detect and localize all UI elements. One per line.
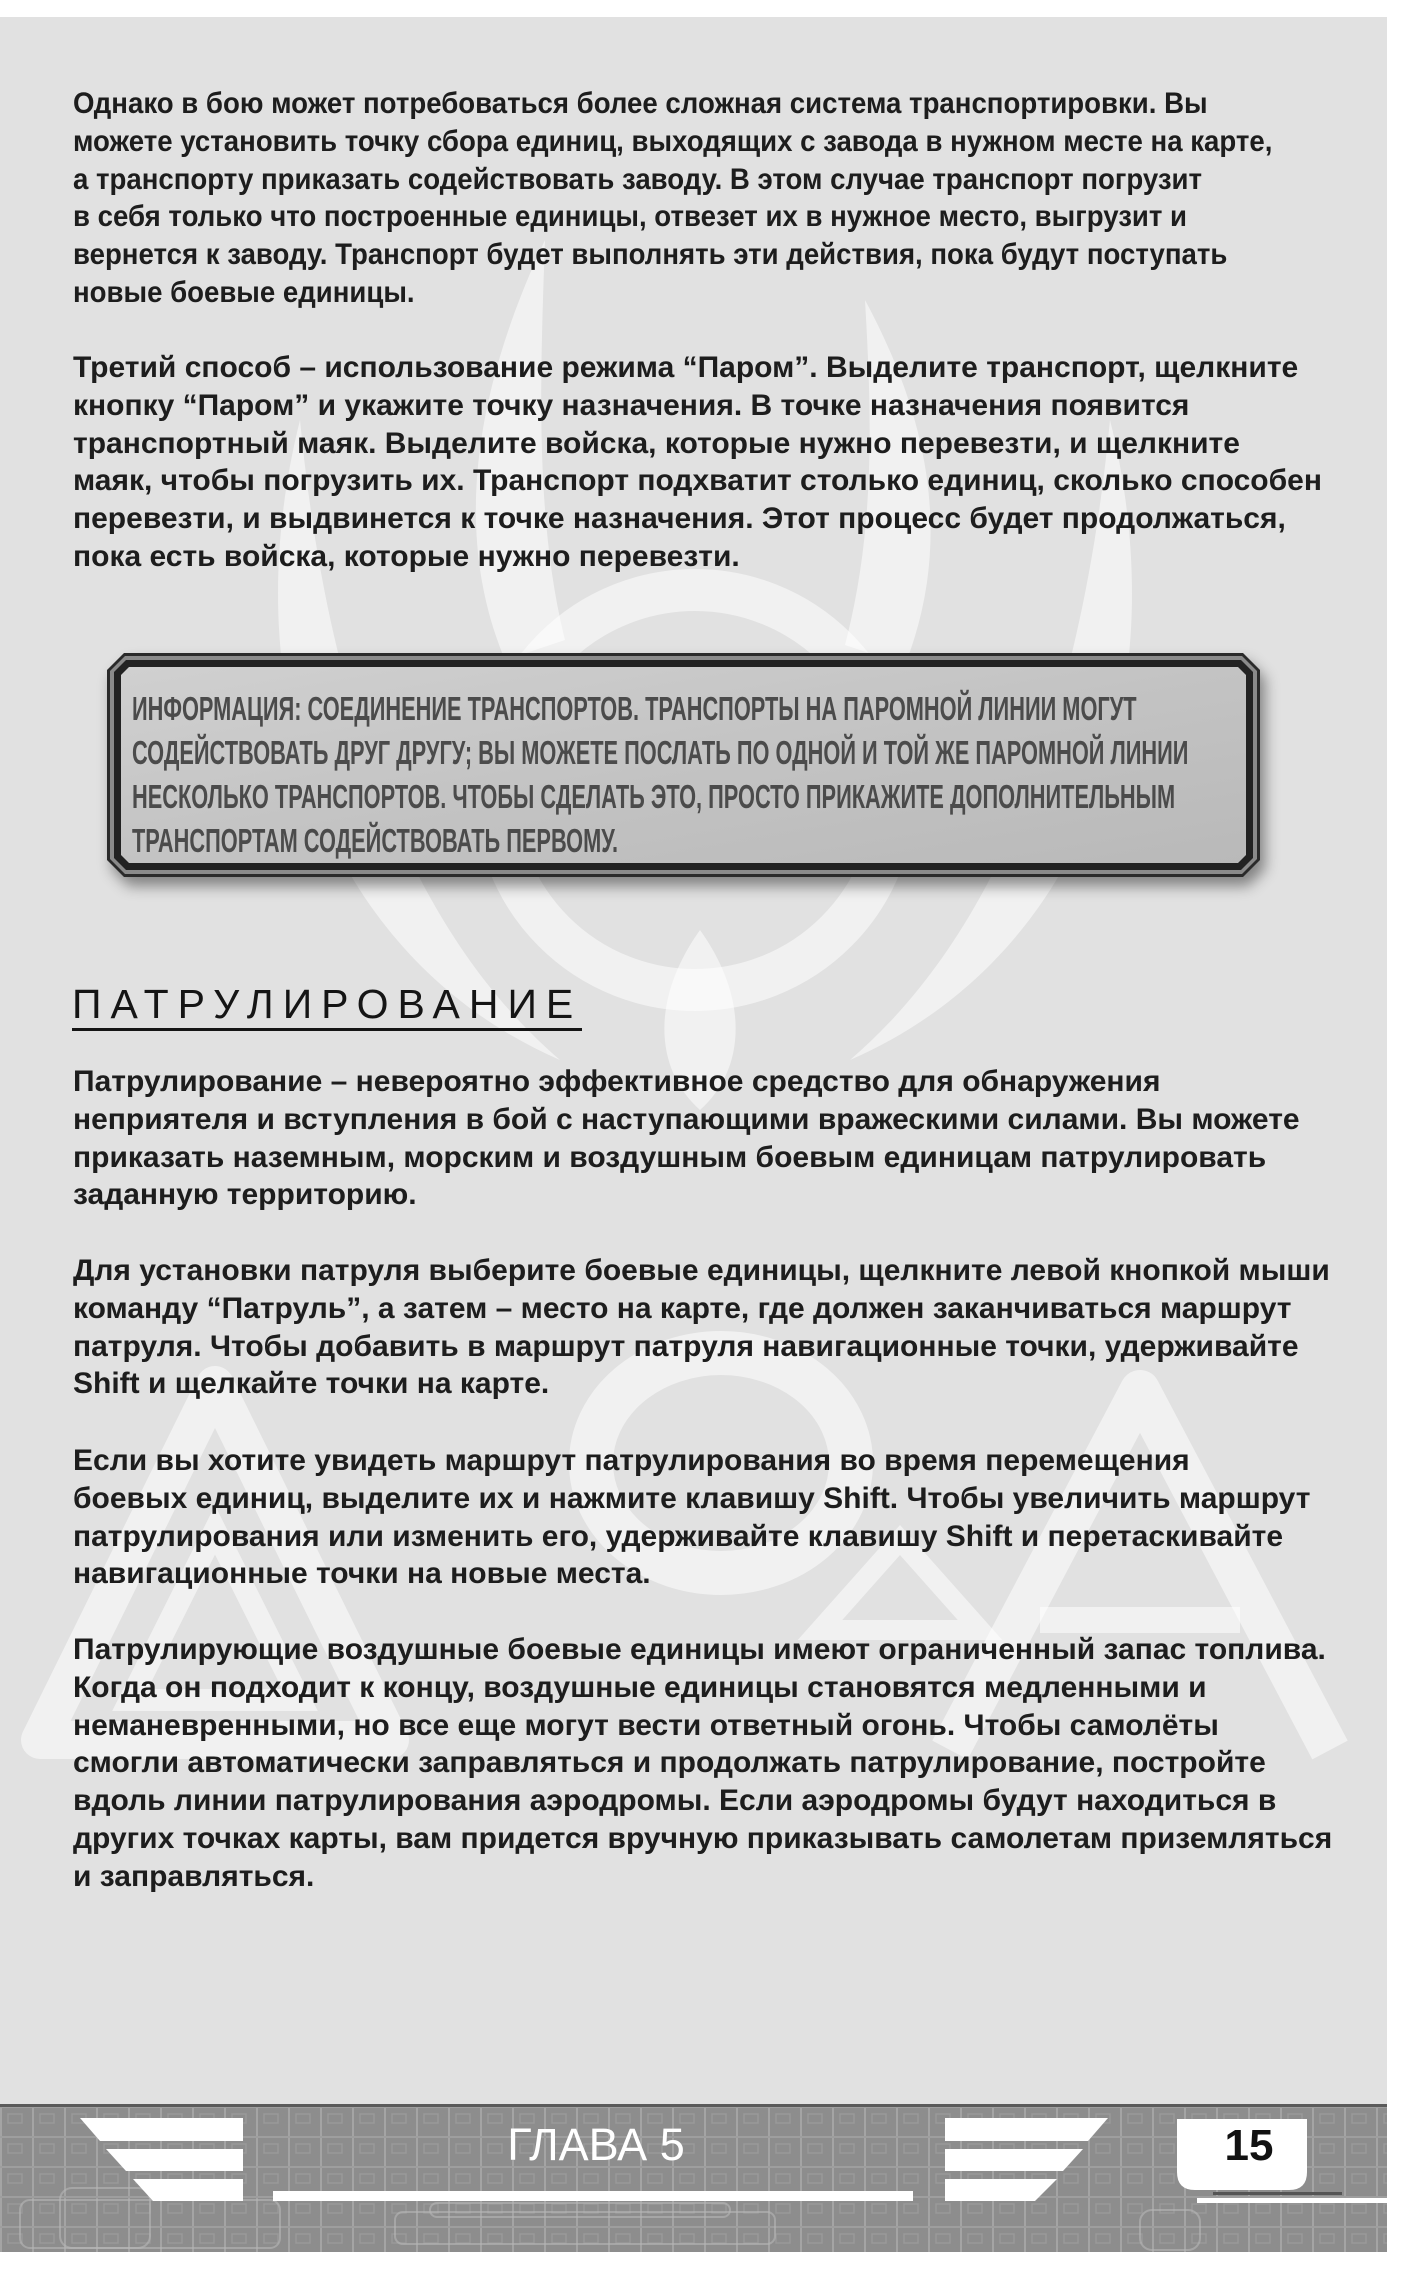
info-box-text [132, 687, 1410, 863]
text-line: неманевренными, но все еще могут вести ответный огонь. Чтобы самолёты [73, 1708, 1219, 1742]
text-line: Патрулирование – невероятно эффективное средство для обнаружения [73, 1065, 1161, 1098]
text-line: Однако в бою может потребоваться более сложная система транспортировки. Вы [73, 87, 1208, 120]
info-line: ТРАНСПОРТАМ СОДЕЙСТВОВАТЬ ПЕРВОМУ. [132, 821, 619, 859]
info-line: НЕСКОЛЬКО ТРАНСПОРТОВ. ЧТОБЫ СДЕЛАТЬ ЭТО, ПРОСТО ПРИКАЖИТЕ ДОПОЛНИТЕЛЬНЫМ [132, 777, 1176, 815]
text-line: заданную территорию. [73, 1178, 417, 1212]
text-line: боевых единиц, выделите их и нажмите клавишу Shift. Чтобы увеличить маршрут [73, 1481, 1311, 1515]
footer-top-rule [0, 2104, 1387, 2107]
text-line: навигационные точки на новые места. [73, 1557, 651, 1591]
text-line: смогли автоматически заправляться и продолжать патрулирование, постройте [73, 1746, 1266, 1780]
left-chevron-stripe [80, 2118, 243, 2141]
text-line: вернется к заводу. Транспорт будет выполнять эти действия, пока будут поступать [73, 238, 1228, 272]
text-line: маяк, чтобы погрузить их. Транспорт подхватит столько единиц, сколько способен [73, 464, 1322, 498]
text-line: новые боевые единицы. [73, 275, 415, 309]
paragraph [73, 1063, 1300, 1214]
info-line: ИНФОРМАЦИЯ: СОЕДИНЕНИЕ ТРАНСПОРТОВ. ТРАНСПОРТЫ НА ПАРОМНОЙ ЛИНИИ МОГУТ [132, 689, 1137, 727]
text-line: и заправляться. [73, 1859, 315, 1893]
text-line: перевезти, и выдвинется к точке назначения. Этот процесс будет продолжаться, [73, 502, 1286, 536]
text-line: патруля. Чтобы добавить в маршрут патруля навигационные точки, удерживайте [73, 1329, 1299, 1363]
text-line: транспортный маяк. Выделите войска, которые нужно перевезти, и щелкните [73, 426, 1240, 460]
text-line: вдоль линии патрулирования аэродромы. Если аэродромы будут находиться в [73, 1784, 1277, 1818]
text-line: других точках карты, вам придется вручную приказывать самолетам приземляться [73, 1821, 1333, 1855]
text-line: в себя только что построенные единицы, отвезет их в нужное место, выгрузит и [73, 200, 1188, 234]
text-line: Shift и щелкайте точки на карте. [73, 1367, 550, 1401]
page-number: 15 [1224, 2121, 1274, 2170]
text-line: патрулирования или изменить его, удерживайте клавишу Shift и перетаскивайте [73, 1519, 1284, 1553]
text-line: пока есть войска, которые нужно перевезти. [73, 539, 740, 573]
paragraph [73, 85, 1377, 312]
page-number-underline [1197, 2198, 1387, 2203]
page-footer [0, 2100, 1410, 2260]
text-line: Для установки патруля выберите боевые единицы, щелкните левой кнопкой мыши [73, 1254, 1330, 1287]
info-line: СОДЕЙСТВОВАТЬ ДРУГ ДРУГУ; ВЫ МОЖЕТЕ ПОСЛАТЬ ПО ОДНОЙ И ТОЙ ЖЕ ПАРОМНОЙ ЛИНИИ [132, 733, 1189, 771]
section-heading: ПАТРУЛИРОВАНИЕ [72, 980, 582, 1031]
text-line: можете установить точку сбора единиц, выходящих с завода в нужном месте на карте, [73, 124, 1273, 158]
right-chevron-stripe [945, 2118, 1108, 2141]
text-line: Третий способ – использование режима “Паром”. Выделите транспорт, щелкните [73, 351, 1299, 384]
text-line: а транспорту приказать содействовать заводу. В этом случае транспорт погрузит [73, 162, 1203, 196]
right-chevron-stripe [945, 2149, 1083, 2171]
paragraph [73, 1252, 1330, 1403]
text-line: Когда он подходит к концу, воздушные единицы становятся медленными и [73, 1670, 1207, 1704]
text-line: Если вы хотите увидеть маршрут патрулирования во время перемещения [73, 1444, 1190, 1477]
paragraph [73, 349, 1322, 576]
text-line: неприятеля и вступления в бой с наступающими вражескими силами. Вы можете [73, 1102, 1300, 1136]
text-line: Патрулирующие воздушные боевые единицы имеют ограниченный запас топлива. [73, 1633, 1326, 1666]
paragraph [73, 1442, 1310, 1593]
paragraph [73, 1631, 1332, 1896]
text-line: приказать наземным, морским и воздушным боевым единицам патрулировать [73, 1140, 1267, 1174]
text-line: кнопку “Паром” и укажите точку назначения. В точке назначения появится [73, 388, 1190, 422]
footer-center-bar [273, 2191, 913, 2201]
chapter-label: ГЛАВА 5 [507, 2119, 685, 2170]
left-chevron-stripe [106, 2149, 243, 2171]
page-number-shadow-rule [1213, 2192, 1342, 2195]
text-line: команду “Патруль”, а затем – место на карте, где должен заканчиваться маршрут [73, 1291, 1292, 1325]
info-box [107, 653, 1260, 877]
